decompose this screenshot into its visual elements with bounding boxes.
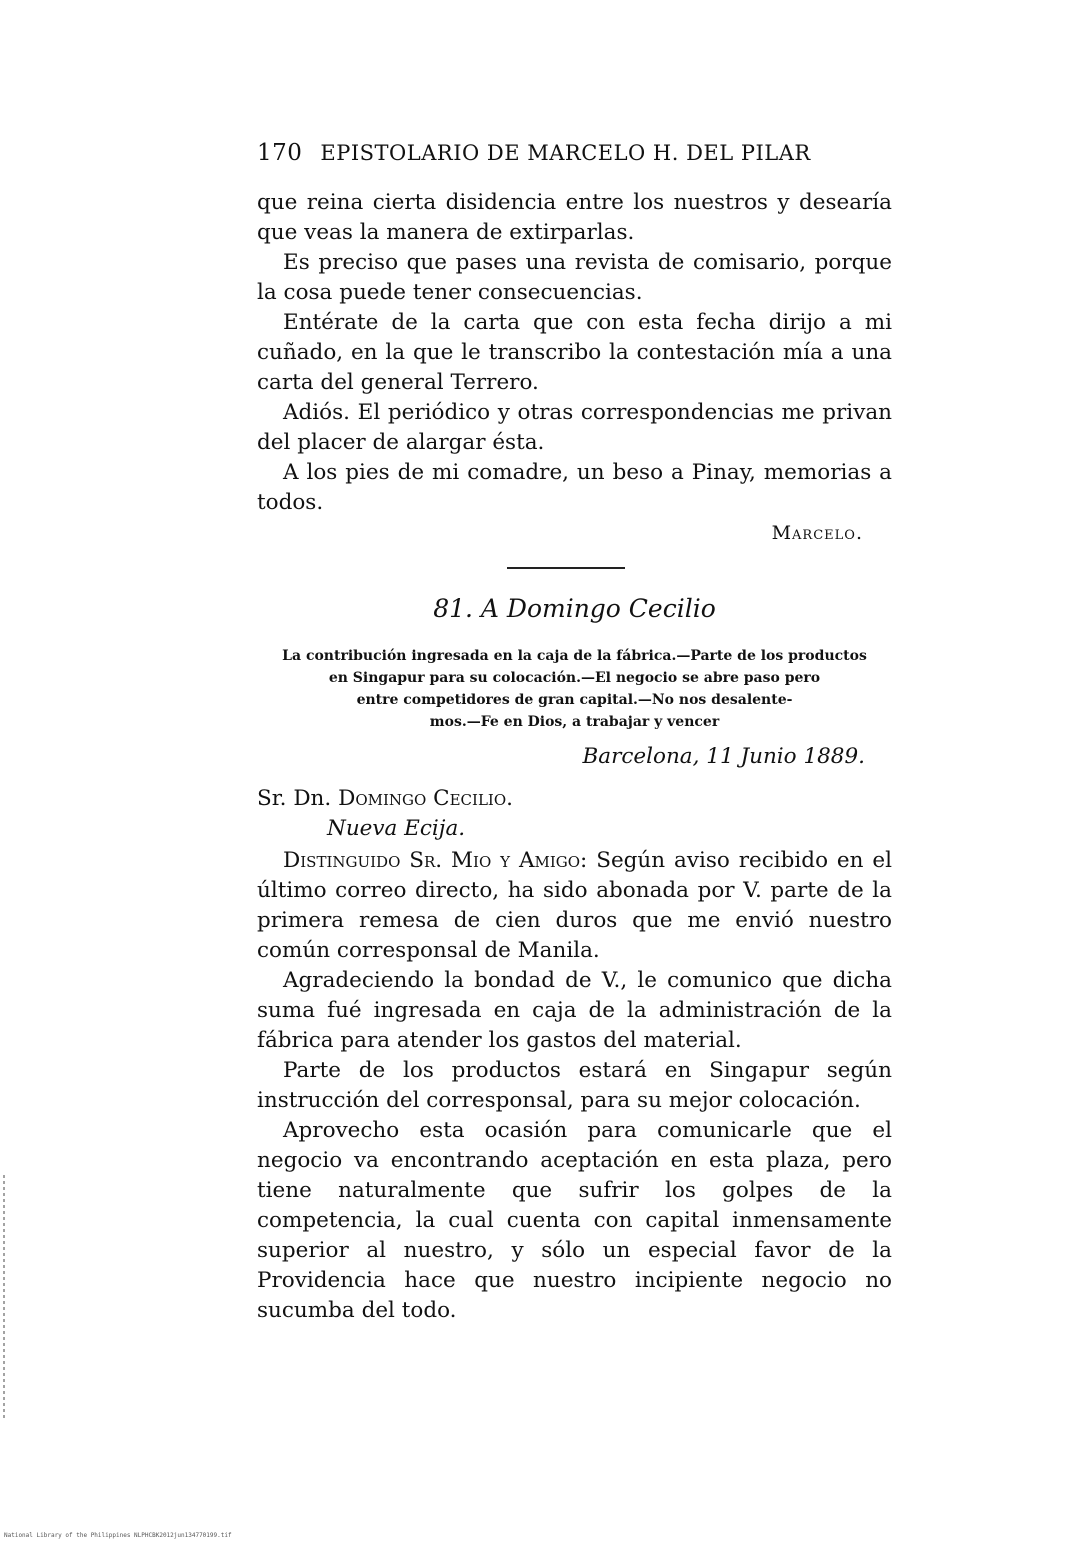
page-number: 170 (257, 140, 303, 166)
summary-line: en Singapur para su colocación.—El negocio se abre paso pero (328, 670, 821, 686)
running-title: EPISTOLARIO DE MARCELO H. DEL PILAR (320, 141, 811, 165)
letter-summary (257, 645, 892, 733)
summary-line: entre competidores de gran capital.—No nos desalente- (356, 692, 793, 708)
paragraph (257, 846, 892, 966)
running-header (257, 140, 897, 166)
scan-stamp: National Library of the Philippines NLPHCBK2012jun134770199.tif (4, 1532, 232, 1539)
addressee-name: Domingo Cecilio. (338, 786, 513, 811)
section-divider (507, 567, 625, 569)
paragraph: Aprovecho esta ocasión para comunicarle que el negocio va encontrando aceptación en esta plaza, pero tiene naturalmente que sufrir los golpes de la competencia, la cual cuenta con capital inmensamente superior al nuestro, y sólo un especial favor de la Providencia hace que nuestro incipiente negocio no sucumba del todo. (257, 1118, 892, 1323)
previous-letter-signature: Marcelo. (771, 522, 863, 544)
letter-title: 81. A Domingo Cecilio (433, 594, 716, 623)
paragraph: Parte de los productos estará en Singapur según instrucción del corresponsal, para su mejor colocación. (257, 1058, 892, 1113)
paragraph: A los pies de mi comadre, un beso a Pinay, memorias a todos. (257, 460, 892, 515)
letter-body (257, 846, 892, 1326)
paragraph: Agradeciendo la bondad de V., le comunico que dicha suma fué ingresada en caja de la administración de la fábrica para atender los gastos del material. (257, 968, 892, 1053)
paragraph: Entérate de la carta que con esta fecha dirijo a mi cuñado, en la que le transcribo la contestación mía a una carta del general Terrero. (257, 310, 892, 395)
letter-addressee (257, 784, 892, 844)
paragraph: Es preciso que pases una revista de comisario, porque la cosa puede tener consecuencias. (257, 250, 892, 305)
paragraph: Adiós. El periódico y otras correspondencias me privan del placer de alargar ésta. (257, 400, 892, 455)
salutation: Distinguido Sr. Mio y Amigo: (283, 848, 588, 873)
letter-dateline: Barcelona, 11 Junio 1889. (582, 744, 865, 769)
summary-line: mos.—Fe en Dios, a trabajar y vencer (429, 714, 720, 730)
previous-letter-body (257, 188, 892, 518)
paragraph-text: Según aviso recibido en el último correo directo, ha sido abonada por V. parte de la primera remesa de cien duros que me envió nuestro común corresponsal de Manila. (257, 848, 892, 963)
summary-line: La contribución ingresada en la caja de la fábrica.—Parte de los productos (282, 648, 867, 664)
addressee-prefix: Sr. Dn. (257, 786, 332, 811)
addressee-place: Nueva Ecija. (327, 816, 466, 841)
paragraph: que reina cierta disidencia entre los nuestros y desearía que veas la manera de extirparlas. (257, 190, 892, 245)
scan-edge-artifact (3, 1175, 5, 1420)
